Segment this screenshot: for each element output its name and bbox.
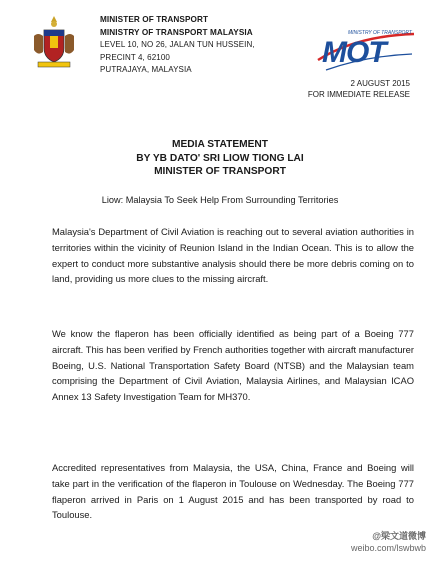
title-line-3: MINISTER OF TRANSPORT [154, 166, 286, 177]
header-line-city: PUTRAJAYA, MALAYSIA [100, 65, 192, 75]
header-line-address: LEVEL 10, NO 26, JALAN TUN HUSSEIN, [100, 40, 255, 50]
header-line-precint: PRECINT 4, 62100 [100, 52, 170, 62]
ministry-address-block [100, 14, 255, 77]
release-label: FOR IMMEDIATE RELEASE [307, 90, 410, 99]
paragraph-2: We know the flaperon has been officially identified as being part of a Boeing 777 aircraft. This has been verified by French authorities together with aircraft manufacturer Boeing, U.S. National Transportation Safety Board (NTSB) and the Malaysian team comprising the Department of Civil Aviation, Malaysia Airlines, and Malaysian ICAO Annex 13 Safety Investigation Team for MH370. [52, 328, 414, 403]
watermark-url: weibo.com/lswbwb [350, 543, 426, 553]
mot-logo [316, 30, 416, 74]
weibo-watermark [351, 530, 426, 554]
title-line-1: MEDIA STATEMENT [171, 139, 269, 150]
malaysia-coat-of-arms-icon [30, 14, 78, 70]
watermark-handle: @梁文道微博 [372, 531, 426, 541]
header-line-ministry: MINISTRY OF TRANSPORT MALAYSIA [100, 27, 253, 37]
date-block [308, 78, 410, 100]
title-line-2: BY YB DATO' SRI LIOW TIONG LAI [136, 152, 304, 164]
logo-wordmark: MOT [322, 36, 386, 69]
statement-subtitle: Liow: Malaysia To Seek Help From Surrounding Territories [101, 195, 339, 205]
header-line-minister: MINISTER OF TRANSPORT [100, 15, 209, 24]
statement-date: 2 AUGUST 2015 [350, 79, 410, 88]
paragraph-3: Accredited representatives from Malaysia, the USA, China, France and Boeing will take part in the verification of the flaperon in Toulouse on Wednesday. The Boeing 777 flaperon arrived in Paris on 1 August 2015 and has been transported by road to Toulouse. [52, 462, 414, 521]
logo-tagline: MINISTRY OF TRANSPORT [348, 30, 412, 36]
paragraph-1: Malaysia's Department of Civil Aviation is reaching out to several aviation authorities in territories within the vicinity of Reunion Island in the Indian Ocean. This is to allow the expert to conduct more substantive analysis should there be more debris coming on to land, providing us more clues to the missing aircraft. [52, 226, 414, 285]
statement-title [0, 138, 440, 179]
